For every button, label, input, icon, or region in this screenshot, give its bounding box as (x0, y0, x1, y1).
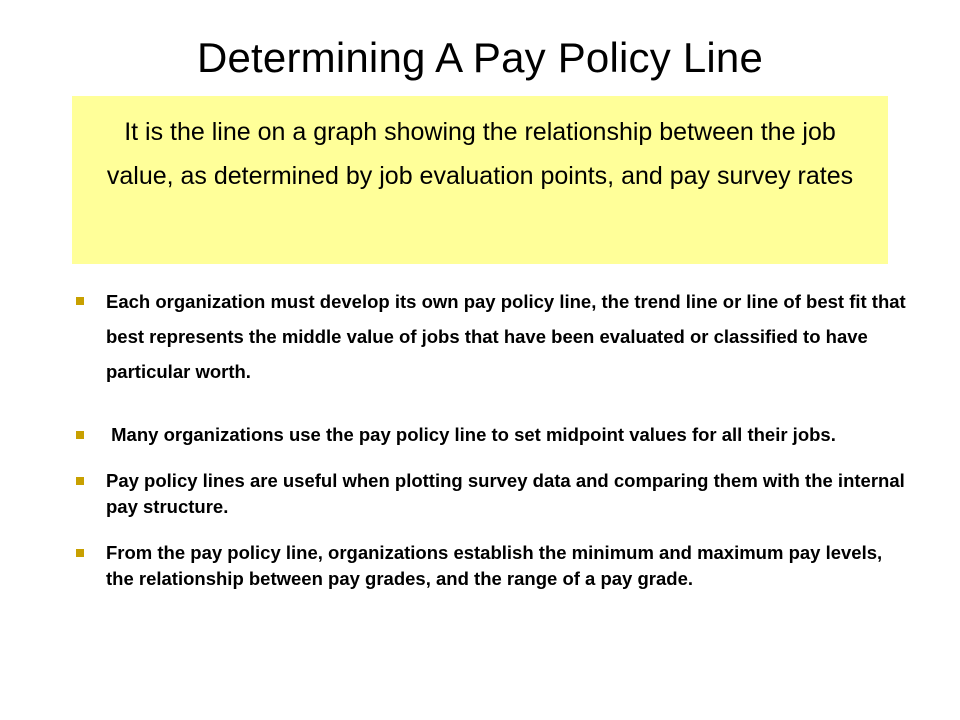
page-title: Determining A Pay Policy Line (196, 34, 764, 81)
bullet-text: From the pay policy line, organizations establish the minimum and maximum pay levels, the relationship between pay grades, and the range of a pay grade. (106, 542, 883, 589)
bullet-text: Pay policy lines are useful when plotting survey data and comparing them with the internal pay structure. (106, 470, 905, 517)
bullet-list (72, 284, 912, 592)
bullet-item (72, 422, 912, 448)
bullet-text: Many organizations use the pay policy line to set midpoint values for all their jobs. (106, 424, 836, 445)
definition-text: It is the line on a graph showing the relationship between the job value, as determined by job evaluation points, and pay survey rates (106, 118, 854, 190)
square-bullet-icon (76, 297, 84, 305)
definition-box (72, 96, 888, 264)
square-bullet-icon (76, 431, 84, 439)
square-bullet-icon (76, 549, 84, 557)
bullet-item (72, 284, 912, 389)
bullet-text: Each organization must develop its own pay policy line, the trend line or line of best fit that best represents the middle value of jobs that have been evaluated or classified to have particular worth. (106, 291, 906, 382)
square-bullet-icon (76, 477, 84, 485)
bullet-item (72, 540, 912, 592)
bullet-item (72, 468, 912, 520)
